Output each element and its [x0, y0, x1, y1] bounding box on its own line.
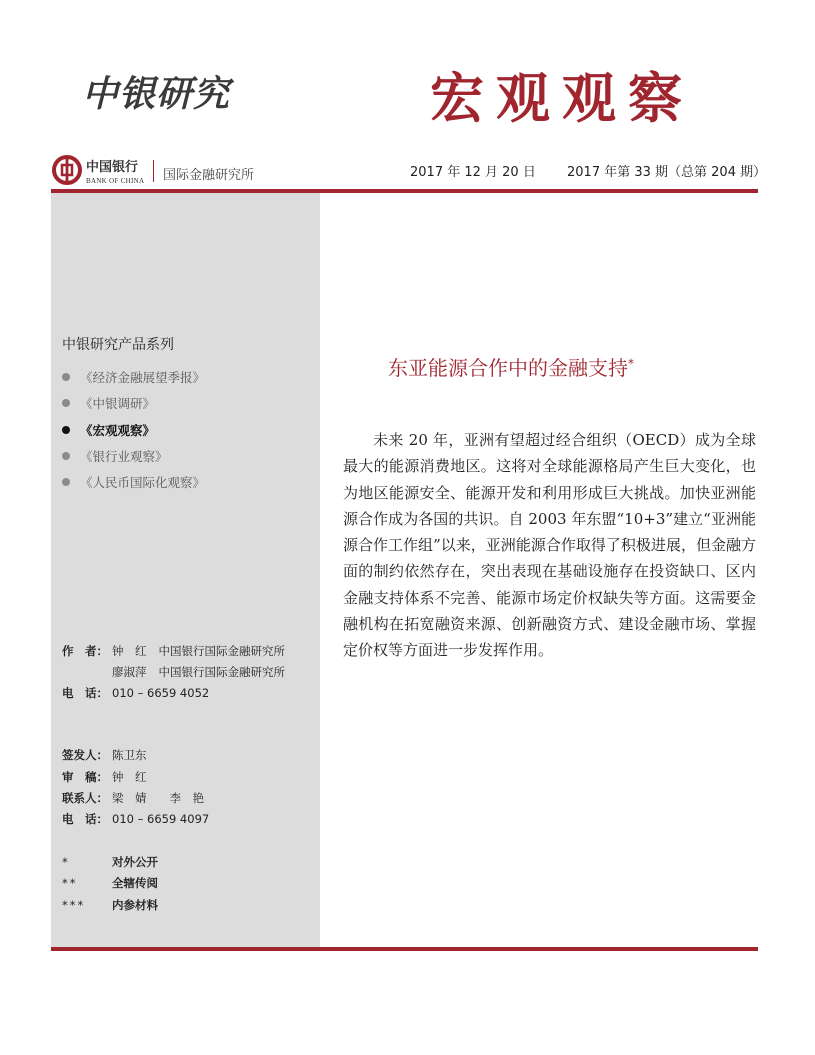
author-name: 廖淑萍	[112, 665, 147, 679]
contact-phone-row: 电 话： 010 – 6659 4097	[62, 812, 210, 826]
publish-date: 2017 年 12 月 20 日	[410, 165, 536, 180]
article-body: 未来 20 年，亚洲有望超过经合组织（OECD）成为全球最大的能源消费地区。这将对全球能源格局产生巨大变化，也为地区能源安全、能源开发和利用形成巨大挑战。加快亚洲能源合作成为各国的共识。自 2003 年东盟“10+3”建立“亚洲能源合作工作组”以来，亚洲能源合作取得了积极进展，但金融方面的制约依然存在，突出表现在基础设施存在投资缺口、区内金融支持体系不完善、能源市场定价权缺失等方面。这需要金融机构在拓宽融资来源、创新融资方式、建设金融市场、掌握定价权等方面进一步发挥作用。	[343, 431, 756, 660]
issue-number: 2017 年第 33 期（总第 204 期）	[567, 165, 767, 180]
series-item[interactable]: 《银行业观察》	[62, 443, 205, 469]
footer-rule	[51, 947, 758, 951]
series-item-active[interactable]: 《宏观观察》	[62, 417, 205, 443]
reviewer-row: 审 稿： 钟 红	[62, 770, 147, 784]
bullet-icon	[62, 452, 70, 460]
author-institute: 中国银行国际金融研究所	[158, 644, 285, 658]
sidebar-panel	[51, 193, 320, 947]
bullet-icon	[62, 373, 70, 381]
signer-name: 陈卫东	[112, 748, 147, 762]
series-list	[62, 364, 205, 495]
phone-number: 010 – 6659 4097	[112, 812, 210, 826]
classification-internal: ** 全辖传阅	[62, 876, 158, 890]
bank-of-china-logo-icon	[52, 155, 82, 185]
author-row-2	[62, 664, 285, 680]
institute-name: 国际金融研究所	[163, 168, 255, 183]
phone-number: 010 – 6659 4052	[112, 686, 210, 700]
series-item[interactable]: 《人民币国际化观察》	[62, 469, 205, 495]
reviewer-name: 钟 红	[112, 770, 147, 784]
title-footnote-mark: *	[628, 356, 634, 371]
series-item[interactable]: 《中银调研》	[62, 390, 205, 416]
contact-row: 联系人： 梁 婧 李 艳	[62, 791, 204, 805]
author-institute: 中国银行国际金融研究所	[158, 665, 285, 679]
logo-english-name: BANK OF CHINA	[86, 177, 145, 185]
classification-restricted: *** 内参材料	[62, 898, 158, 912]
bullet-icon	[62, 426, 70, 434]
bullet-icon	[62, 399, 70, 407]
logo-divider	[153, 160, 154, 182]
series-item[interactable]: 《经济金融展望季报》	[62, 364, 205, 390]
contact-names: 梁 婧 李 艳	[112, 791, 204, 805]
series-title: 中银研究产品系列	[62, 337, 174, 353]
brand-script-logo: 中银研究	[82, 73, 231, 115]
bullet-icon	[62, 478, 70, 486]
logo-chinese-name: 中国银行	[86, 160, 139, 175]
author-row-1: 作 者： 钟 红 中国银行国际金融研究所	[62, 644, 285, 658]
classification-public: * 对外公开	[62, 855, 158, 869]
author-name: 钟 红	[112, 644, 147, 658]
article-title: 东亚能源合作中的金融支持*	[388, 356, 634, 380]
masthead-title: 宏观观察	[430, 67, 694, 130]
author-phone-row: 电 话： 010 – 6659 4052	[62, 686, 210, 700]
signer-row: 签发人： 陈卫东	[62, 748, 147, 762]
